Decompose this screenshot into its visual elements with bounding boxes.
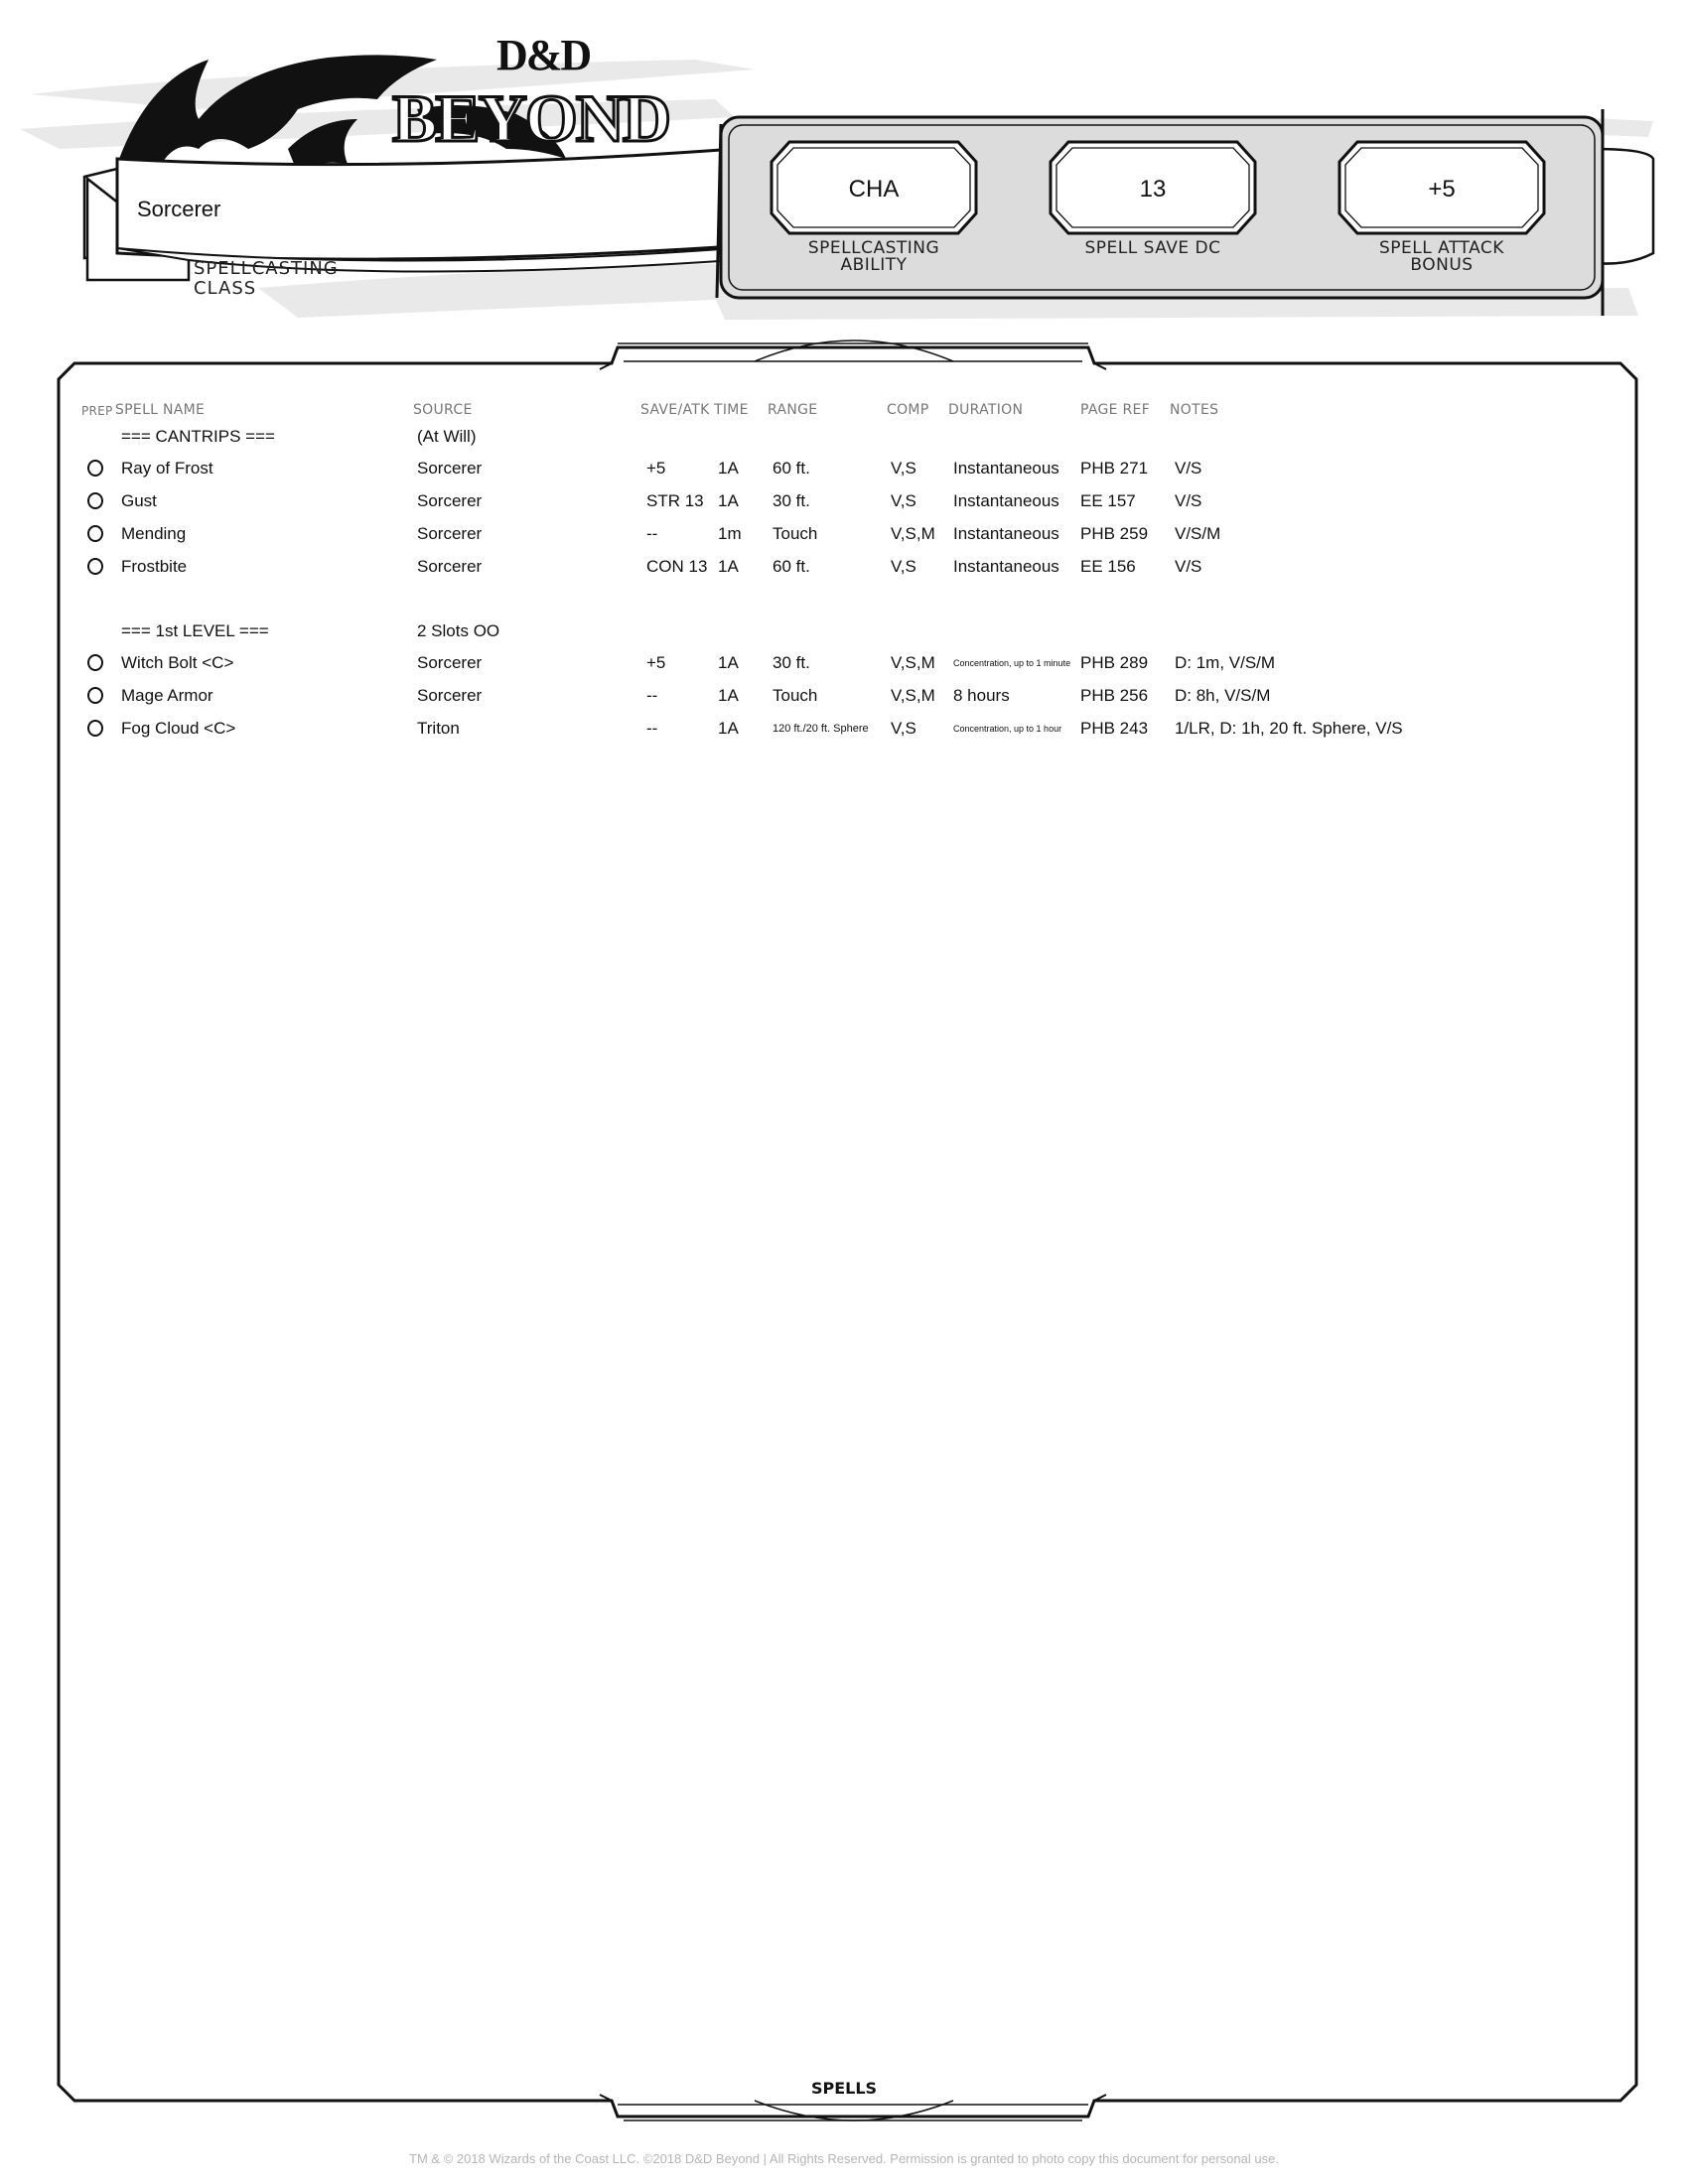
- spell-range: 60 ft.: [773, 557, 810, 576]
- spell-attack-bonus-label: SPELL ATTACK BONUS: [1379, 238, 1504, 275]
- spell-save-atk: STR 13: [646, 491, 704, 510]
- spell-name: Fog Cloud <C>: [121, 719, 236, 738]
- spell-time: 1A: [718, 719, 739, 738]
- spell-name: Ray of Frost: [121, 459, 213, 478]
- spell-save-dc-label: SPELL SAVE DC: [1084, 238, 1221, 258]
- spell-duration: 8 hours: [953, 686, 1010, 705]
- spell-save-atk: +5: [646, 653, 666, 672]
- prep-bubble[interactable]: [87, 687, 103, 704]
- section-slots-level-1[interactable]: 2 Slots OO: [417, 621, 500, 640]
- spell-notes: V/S/M: [1175, 524, 1221, 543]
- spell-source: Sorcerer: [417, 459, 483, 478]
- spell-page-ref: PHB 243: [1080, 719, 1149, 738]
- spell-save-atk: +5: [646, 459, 666, 478]
- spell-range: 120 ft./20 ft. Sphere: [773, 723, 869, 735]
- section-source-cantrips: (At Will): [417, 427, 477, 446]
- spell-comp: V,S: [891, 491, 916, 510]
- spell-name: Witch Bolt <C>: [121, 653, 234, 672]
- logo-dd: D&D: [496, 31, 591, 79]
- spell-save-dc-box[interactable]: [1073, 142, 1232, 233]
- spell-notes: V/S: [1175, 557, 1202, 576]
- spell-attack-bonus-value: +5: [1428, 176, 1456, 203]
- spell-save-atk: --: [646, 686, 658, 705]
- spell-attack-bonus-box[interactable]: [1362, 142, 1521, 233]
- spellcasting-ability-label: SPELLCASTING ABILITY: [807, 238, 940, 275]
- spell-name: Gust: [121, 491, 157, 510]
- spell-name: Mage Armor: [121, 686, 213, 705]
- spell-duration: Instantaneous: [953, 524, 1059, 543]
- spell-page-ref: PHB 259: [1080, 524, 1149, 543]
- spell-comp: V,S: [891, 459, 916, 478]
- sheet-title: SPELLS: [810, 2079, 878, 2098]
- spell-time: 1A: [718, 686, 739, 705]
- header-comp: COMP: [887, 402, 929, 418]
- spell-time: 1A: [718, 459, 739, 478]
- header-notes: NOTES: [1170, 402, 1219, 418]
- spell-notes: D: 8h, V/S/M: [1175, 686, 1271, 705]
- spell-duration: Instantaneous: [953, 491, 1059, 510]
- spell-notes: D: 1m, V/S/M: [1175, 653, 1276, 672]
- spell-range: Touch: [773, 686, 818, 705]
- header-save-atk: SAVE/ATK: [640, 402, 710, 418]
- spell-save-atk: --: [646, 524, 658, 543]
- spell-duration: Concentration, up to 1 hour: [953, 724, 1062, 734]
- spell-save-atk: CON 13: [646, 557, 708, 576]
- spell-notes: V/S: [1175, 491, 1202, 510]
- spell-comp: V,S: [891, 557, 916, 576]
- spell-comp: V,S,M: [891, 524, 935, 543]
- spell-save-dc-value: 13: [1139, 176, 1167, 203]
- spell-source: Sorcerer: [417, 686, 483, 705]
- prep-bubble[interactable]: [87, 720, 103, 737]
- spell-page-ref: EE 156: [1080, 557, 1136, 576]
- spell-time: 1A: [718, 653, 739, 672]
- spell-range: 60 ft.: [773, 459, 810, 478]
- spell-notes: 1/LR, D: 1h, 20 ft. Sphere, V/S: [1175, 719, 1403, 738]
- header-spell-name: SPELL NAME: [115, 402, 206, 418]
- spell-time: 1A: [718, 491, 739, 510]
- spell-duration: Instantaneous: [953, 557, 1059, 576]
- spell-comp: V,S: [891, 719, 916, 738]
- spellcasting-ability-box[interactable]: [794, 142, 953, 233]
- spell-source: Sorcerer: [417, 524, 483, 543]
- prep-bubble[interactable]: [87, 558, 103, 575]
- spell-source: Sorcerer: [417, 557, 483, 576]
- spellcasting-class-label-2: CLASS: [194, 278, 257, 299]
- spell-source: Sorcerer: [417, 491, 483, 510]
- spell-range: Touch: [773, 524, 818, 543]
- header-page-ref: PAGE REF: [1080, 402, 1151, 418]
- prep-bubble[interactable]: [87, 492, 103, 509]
- spell-page-ref: PHB 271: [1080, 459, 1149, 478]
- spellcasting-class-label: SPELLCASTING: [194, 258, 339, 279]
- spell-duration: Concentration, up to 1 minute: [953, 658, 1071, 668]
- spell-page-ref: EE 157: [1080, 491, 1136, 510]
- prep-bubble[interactable]: [87, 654, 103, 671]
- spell-time: 1A: [718, 557, 739, 576]
- spell-time: 1m: [718, 524, 742, 543]
- section-title-level-1: === 1st LEVEL ===: [121, 621, 269, 640]
- spell-comp: V,S,M: [891, 653, 935, 672]
- spell-notes: V/S: [1175, 459, 1202, 478]
- spell-range: 30 ft.: [773, 653, 810, 672]
- spellcasting-class-value[interactable]: Sorcerer: [137, 197, 221, 221]
- prep-bubble[interactable]: [87, 525, 103, 542]
- header-duration: DURATION: [948, 402, 1024, 418]
- header-range: RANGE: [768, 402, 818, 418]
- header-source: SOURCE: [413, 402, 473, 418]
- spell-comp: V,S,M: [891, 686, 935, 705]
- spell-page-ref: PHB 256: [1080, 686, 1149, 705]
- spell-duration: Instantaneous: [953, 459, 1059, 478]
- prep-bubble[interactable]: [87, 460, 103, 477]
- spell-page-ref: PHB 289: [1080, 653, 1149, 672]
- spellcasting-ability-value: CHA: [848, 176, 900, 203]
- copyright-notice: TM & © 2018 Wizards of the Coast LLC. ©2018 D&D Beyond | All Rights Reserved. Permission is granted to photo copy this document for personal use.: [409, 2151, 1279, 2166]
- section-title-cantrips: === CANTRIPS ===: [121, 427, 275, 446]
- spell-range: 30 ft.: [773, 491, 810, 510]
- spell-source: Triton: [417, 719, 460, 738]
- spell-name: Mending: [121, 524, 187, 543]
- header-time: TIME: [714, 402, 749, 418]
- header-prep: PREP: [81, 404, 113, 418]
- spell-name: Frostbite: [121, 557, 188, 576]
- spell-source: Sorcerer: [417, 653, 483, 672]
- spell-save-atk: --: [646, 719, 658, 738]
- logo-beyond: BEYOND: [392, 80, 669, 156]
